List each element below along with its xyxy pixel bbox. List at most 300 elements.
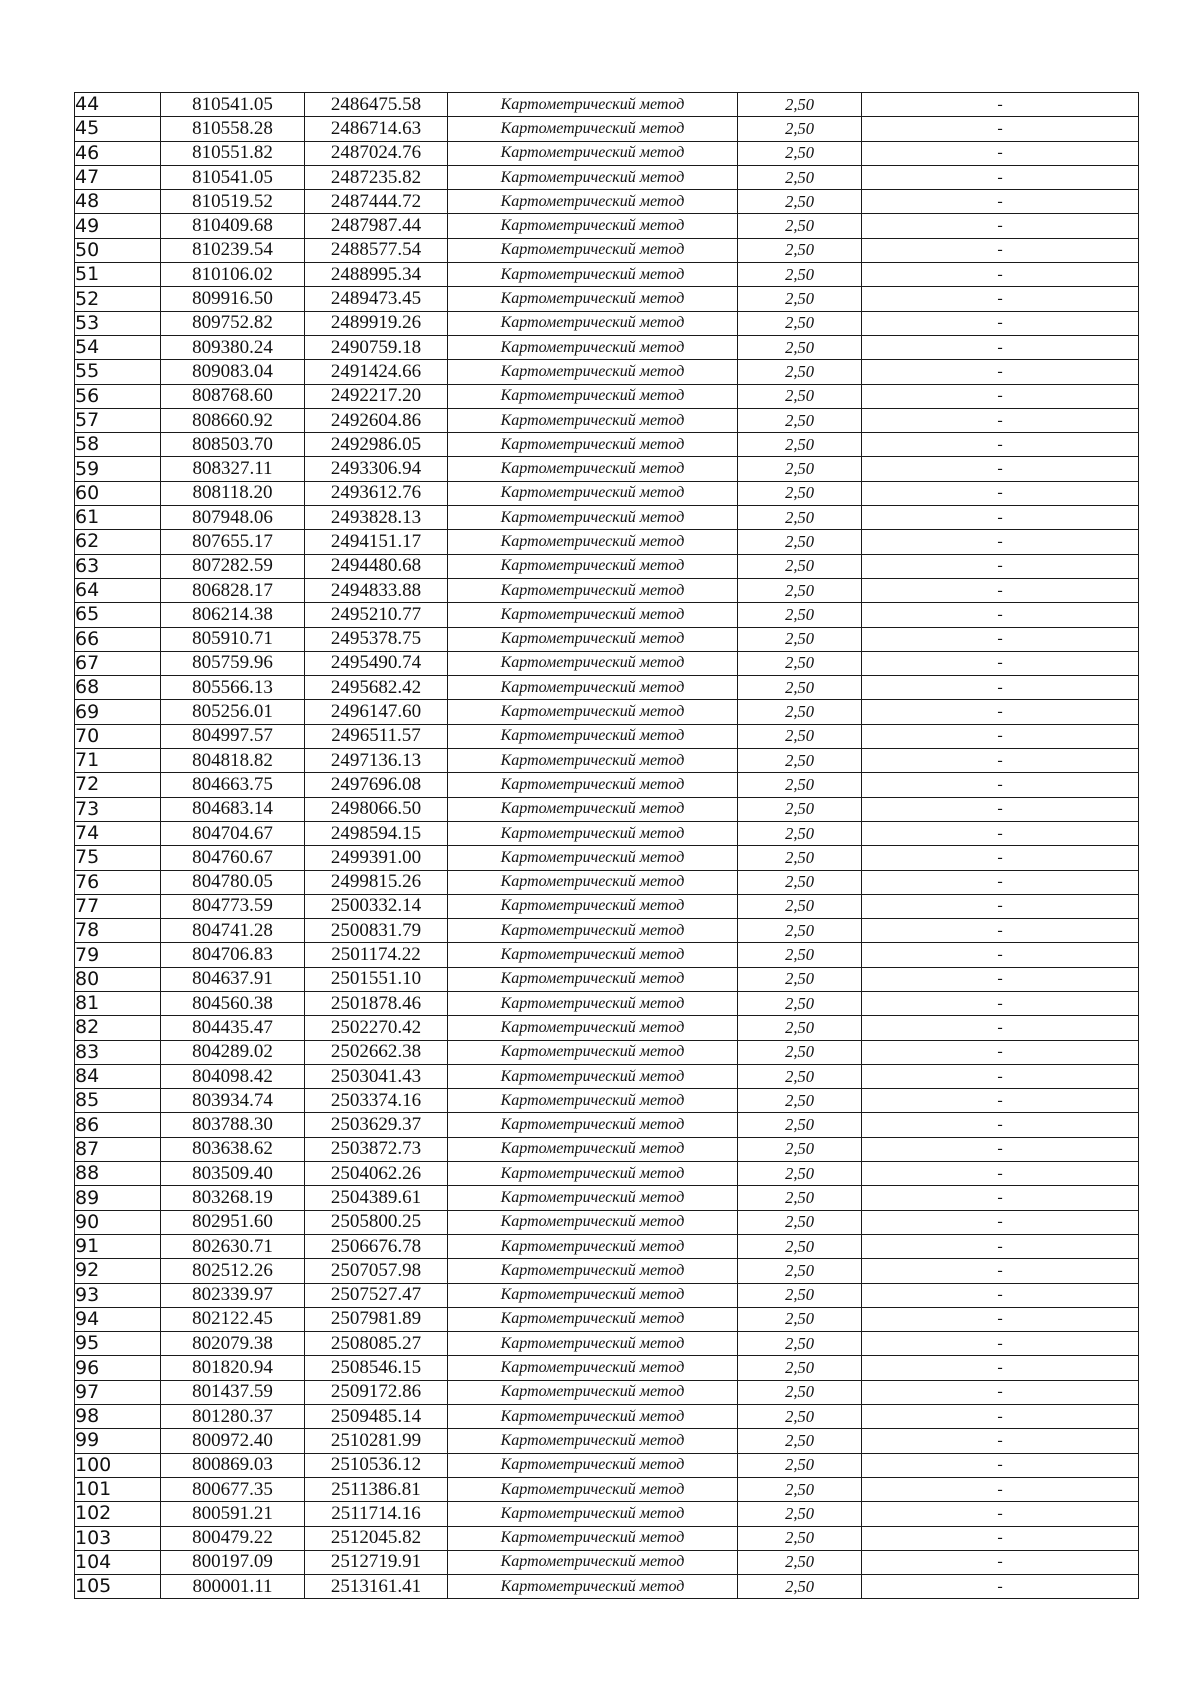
table-row: [75, 1186, 1139, 1210]
description-cell: -: [862, 263, 1139, 287]
y-coordinate-cell: 2503374.16: [305, 1089, 448, 1113]
table-row: [75, 190, 1139, 214]
description-cell: -: [862, 238, 1139, 262]
point-number-cell: 61: [75, 506, 161, 530]
method-cell: Картометрический метод: [448, 919, 738, 943]
y-coordinate-cell: 2511714.16: [305, 1502, 448, 1526]
method-cell: Картометрический метод: [448, 554, 738, 578]
method-cell: Картометрический метод: [448, 1016, 738, 1040]
x-coordinate-cell: 802079.38: [161, 1332, 305, 1356]
x-coordinate-cell: 804780.05: [161, 870, 305, 894]
x-coordinate-cell: 809752.82: [161, 311, 305, 335]
description-cell: -: [862, 1234, 1139, 1258]
error-cell: 2,50: [738, 1502, 862, 1526]
table-row: [75, 93, 1139, 117]
table-row: [75, 1113, 1139, 1137]
method-cell: Картометрический метод: [448, 311, 738, 335]
y-coordinate-cell: 2513161.41: [305, 1575, 448, 1599]
method-cell: Картометрический метод: [448, 1210, 738, 1234]
point-number-cell: 97: [75, 1380, 161, 1404]
y-coordinate-cell: 2497696.08: [305, 773, 448, 797]
x-coordinate-cell: 806214.38: [161, 603, 305, 627]
table-row: [75, 1283, 1139, 1307]
point-number-cell: 66: [75, 627, 161, 651]
y-coordinate-cell: 2506676.78: [305, 1234, 448, 1258]
table-row: [75, 457, 1139, 481]
error-cell: 2,50: [738, 1234, 862, 1258]
error-cell: 2,50: [738, 1137, 862, 1161]
point-number-cell: 68: [75, 676, 161, 700]
table-row: [75, 311, 1139, 335]
table-row: [75, 1259, 1139, 1283]
error-cell: 2,50: [738, 797, 862, 821]
description-cell: -: [862, 894, 1139, 918]
x-coordinate-cell: 804773.59: [161, 894, 305, 918]
point-number-cell: 93: [75, 1283, 161, 1307]
x-coordinate-cell: 810106.02: [161, 263, 305, 287]
method-cell: Картометрический метод: [448, 1550, 738, 1574]
point-number-cell: 73: [75, 797, 161, 821]
error-cell: 2,50: [738, 481, 862, 505]
table-row: [75, 1016, 1139, 1040]
y-coordinate-cell: 2499391.00: [305, 846, 448, 870]
x-coordinate-cell: 807948.06: [161, 506, 305, 530]
error-cell: 2,50: [738, 335, 862, 359]
error-cell: 2,50: [738, 408, 862, 432]
point-number-cell: 98: [75, 1405, 161, 1429]
y-coordinate-cell: 2507981.89: [305, 1307, 448, 1331]
x-coordinate-cell: 802951.60: [161, 1210, 305, 1234]
point-number-cell: 60: [75, 481, 161, 505]
point-number-cell: 56: [75, 384, 161, 408]
y-coordinate-cell: 2498594.15: [305, 821, 448, 845]
description-cell: -: [862, 554, 1139, 578]
method-cell: Картометрический метод: [448, 457, 738, 481]
table-row: [75, 1137, 1139, 1161]
method-cell: Картометрический метод: [448, 578, 738, 602]
method-cell: Картометрический метод: [448, 1234, 738, 1258]
point-number-cell: 54: [75, 335, 161, 359]
x-coordinate-cell: 800972.40: [161, 1429, 305, 1453]
x-coordinate-cell: 804637.91: [161, 967, 305, 991]
x-coordinate-cell: 807655.17: [161, 530, 305, 554]
point-number-cell: 100: [75, 1453, 161, 1477]
method-cell: Картометрический метод: [448, 676, 738, 700]
description-cell: -: [862, 1089, 1139, 1113]
description-cell: -: [862, 1307, 1139, 1331]
table-row: [75, 141, 1139, 165]
y-coordinate-cell: 2494151.17: [305, 530, 448, 554]
point-number-cell: 105: [75, 1575, 161, 1599]
point-number-cell: 87: [75, 1137, 161, 1161]
method-cell: Картометрический метод: [448, 1283, 738, 1307]
table-row: [75, 1380, 1139, 1404]
description-cell: -: [862, 165, 1139, 189]
x-coordinate-cell: 808768.60: [161, 384, 305, 408]
y-coordinate-cell: 2503041.43: [305, 1064, 448, 1088]
point-number-cell: 62: [75, 530, 161, 554]
point-number-cell: 51: [75, 263, 161, 287]
y-coordinate-cell: 2493306.94: [305, 457, 448, 481]
table-row: [75, 360, 1139, 384]
error-cell: 2,50: [738, 263, 862, 287]
description-cell: -: [862, 93, 1139, 117]
description-cell: -: [862, 943, 1139, 967]
description-cell: -: [862, 846, 1139, 870]
x-coordinate-cell: 808118.20: [161, 481, 305, 505]
table-row: [75, 238, 1139, 262]
method-cell: Картометрический метод: [448, 651, 738, 675]
table-row: [75, 724, 1139, 748]
x-coordinate-cell: 802630.71: [161, 1234, 305, 1258]
y-coordinate-cell: 2501551.10: [305, 967, 448, 991]
method-cell: Картометрический метод: [448, 700, 738, 724]
point-number-cell: 102: [75, 1502, 161, 1526]
method-cell: Картометрический метод: [448, 238, 738, 262]
error-cell: 2,50: [738, 749, 862, 773]
x-coordinate-cell: 804435.47: [161, 1016, 305, 1040]
error-cell: 2,50: [738, 93, 862, 117]
point-number-cell: 44: [75, 93, 161, 117]
y-coordinate-cell: 2512719.91: [305, 1550, 448, 1574]
point-number-cell: 84: [75, 1064, 161, 1088]
error-cell: 2,50: [738, 1186, 862, 1210]
description-cell: -: [862, 724, 1139, 748]
table-row: [75, 287, 1139, 311]
description-cell: -: [862, 651, 1139, 675]
description-cell: -: [862, 530, 1139, 554]
table-row: [75, 1453, 1139, 1477]
method-cell: Картометрический метод: [448, 165, 738, 189]
y-coordinate-cell: 2512045.82: [305, 1526, 448, 1550]
x-coordinate-cell: 804683.14: [161, 797, 305, 821]
table-row: [75, 506, 1139, 530]
description-cell: -: [862, 433, 1139, 457]
x-coordinate-cell: 810551.82: [161, 141, 305, 165]
point-number-cell: 67: [75, 651, 161, 675]
table-row: [75, 1405, 1139, 1429]
x-coordinate-cell: 801280.37: [161, 1405, 305, 1429]
table-row: [75, 846, 1139, 870]
y-coordinate-cell: 2494833.88: [305, 578, 448, 602]
x-coordinate-cell: 806828.17: [161, 578, 305, 602]
table-row: [75, 676, 1139, 700]
coordinates-table: [74, 92, 1139, 1599]
y-coordinate-cell: 2487444.72: [305, 190, 448, 214]
error-cell: 2,50: [738, 1550, 862, 1574]
description-cell: -: [862, 335, 1139, 359]
x-coordinate-cell: 804560.38: [161, 991, 305, 1015]
method-cell: Картометрический метод: [448, 627, 738, 651]
error-cell: 2,50: [738, 1575, 862, 1599]
y-coordinate-cell: 2492217.20: [305, 384, 448, 408]
y-coordinate-cell: 2496147.60: [305, 700, 448, 724]
method-cell: Картометрический метод: [448, 335, 738, 359]
error-cell: 2,50: [738, 1210, 862, 1234]
method-cell: Картометрический метод: [448, 967, 738, 991]
table-row: [75, 165, 1139, 189]
point-number-cell: 49: [75, 214, 161, 238]
method-cell: Картометрический метод: [448, 1356, 738, 1380]
error-cell: 2,50: [738, 724, 862, 748]
error-cell: 2,50: [738, 433, 862, 457]
point-number-cell: 85: [75, 1089, 161, 1113]
table-row: [75, 263, 1139, 287]
description-cell: -: [862, 1356, 1139, 1380]
table-row: [75, 919, 1139, 943]
method-cell: Картометрический метод: [448, 506, 738, 530]
error-cell: 2,50: [738, 1332, 862, 1356]
method-cell: Картометрический метод: [448, 530, 738, 554]
table-row: [75, 991, 1139, 1015]
table-row: [75, 117, 1139, 141]
method-cell: Картометрический метод: [448, 190, 738, 214]
point-number-cell: 88: [75, 1162, 161, 1186]
table-row: [75, 1162, 1139, 1186]
point-number-cell: 80: [75, 967, 161, 991]
error-cell: 2,50: [738, 821, 862, 845]
x-coordinate-cell: 804818.82: [161, 749, 305, 773]
table-row: [75, 749, 1139, 773]
point-number-cell: 82: [75, 1016, 161, 1040]
point-number-cell: 94: [75, 1307, 161, 1331]
y-coordinate-cell: 2500831.79: [305, 919, 448, 943]
description-cell: -: [862, 1137, 1139, 1161]
x-coordinate-cell: 810409.68: [161, 214, 305, 238]
method-cell: Картометрический метод: [448, 93, 738, 117]
point-number-cell: 92: [75, 1259, 161, 1283]
method-cell: Картометрический метод: [448, 360, 738, 384]
description-cell: -: [862, 214, 1139, 238]
table-row: [75, 1089, 1139, 1113]
point-number-cell: 78: [75, 919, 161, 943]
table-row: [75, 773, 1139, 797]
description-cell: -: [862, 408, 1139, 432]
error-cell: 2,50: [738, 287, 862, 311]
y-coordinate-cell: 2495682.42: [305, 676, 448, 700]
method-cell: Картометрический метод: [448, 943, 738, 967]
x-coordinate-cell: 804997.57: [161, 724, 305, 748]
point-number-cell: 47: [75, 165, 161, 189]
y-coordinate-cell: 2510281.99: [305, 1429, 448, 1453]
error-cell: 2,50: [738, 1429, 862, 1453]
x-coordinate-cell: 809916.50: [161, 287, 305, 311]
error-cell: 2,50: [738, 165, 862, 189]
method-cell: Картометрический метод: [448, 1089, 738, 1113]
method-cell: Картометрический метод: [448, 1453, 738, 1477]
x-coordinate-cell: 810558.28: [161, 117, 305, 141]
method-cell: Картометрический метод: [448, 481, 738, 505]
method-cell: Картометрический метод: [448, 263, 738, 287]
x-coordinate-cell: 802339.97: [161, 1283, 305, 1307]
y-coordinate-cell: 2500332.14: [305, 894, 448, 918]
y-coordinate-cell: 2489919.26: [305, 311, 448, 335]
method-cell: Картометрический метод: [448, 1186, 738, 1210]
y-coordinate-cell: 2504062.26: [305, 1162, 448, 1186]
description-cell: -: [862, 1453, 1139, 1477]
error-cell: 2,50: [738, 190, 862, 214]
y-coordinate-cell: 2493828.13: [305, 506, 448, 530]
table-row: [75, 1429, 1139, 1453]
point-number-cell: 75: [75, 846, 161, 870]
description-cell: -: [862, 1040, 1139, 1064]
x-coordinate-cell: 801437.59: [161, 1380, 305, 1404]
x-coordinate-cell: 802122.45: [161, 1307, 305, 1331]
y-coordinate-cell: 2508546.15: [305, 1356, 448, 1380]
x-coordinate-cell: 800869.03: [161, 1453, 305, 1477]
error-cell: 2,50: [738, 311, 862, 335]
error-cell: 2,50: [738, 846, 862, 870]
x-coordinate-cell: 804289.02: [161, 1040, 305, 1064]
method-cell: Картометрический метод: [448, 1380, 738, 1404]
description-cell: -: [862, 1210, 1139, 1234]
point-number-cell: 55: [75, 360, 161, 384]
description-cell: -: [862, 967, 1139, 991]
y-coordinate-cell: 2509172.86: [305, 1380, 448, 1404]
error-cell: 2,50: [738, 1453, 862, 1477]
description-cell: -: [862, 457, 1139, 481]
description-cell: -: [862, 603, 1139, 627]
x-coordinate-cell: 803934.74: [161, 1089, 305, 1113]
x-coordinate-cell: 810239.54: [161, 238, 305, 262]
x-coordinate-cell: 804741.28: [161, 919, 305, 943]
error-cell: 2,50: [738, 214, 862, 238]
point-number-cell: 90: [75, 1210, 161, 1234]
error-cell: 2,50: [738, 1307, 862, 1331]
x-coordinate-cell: 809083.04: [161, 360, 305, 384]
x-coordinate-cell: 805759.96: [161, 651, 305, 675]
y-coordinate-cell: 2502662.38: [305, 1040, 448, 1064]
x-coordinate-cell: 805566.13: [161, 676, 305, 700]
method-cell: Картометрический метод: [448, 773, 738, 797]
method-cell: Картометрический метод: [448, 1477, 738, 1501]
error-cell: 2,50: [738, 919, 862, 943]
point-number-cell: 53: [75, 311, 161, 335]
method-cell: Картометрический метод: [448, 433, 738, 457]
error-cell: 2,50: [738, 870, 862, 894]
description-cell: -: [862, 1429, 1139, 1453]
table-row: [75, 797, 1139, 821]
description-cell: -: [862, 1477, 1139, 1501]
x-coordinate-cell: 803638.62: [161, 1137, 305, 1161]
y-coordinate-cell: 2507527.47: [305, 1283, 448, 1307]
error-cell: 2,50: [738, 117, 862, 141]
table-row: [75, 433, 1139, 457]
error-cell: 2,50: [738, 894, 862, 918]
x-coordinate-cell: 804098.42: [161, 1064, 305, 1088]
description-cell: -: [862, 1016, 1139, 1040]
method-cell: Картометрический метод: [448, 117, 738, 141]
method-cell: Картометрический метод: [448, 1502, 738, 1526]
point-number-cell: 99: [75, 1429, 161, 1453]
error-cell: 2,50: [738, 1016, 862, 1040]
error-cell: 2,50: [738, 627, 862, 651]
error-cell: 2,50: [738, 554, 862, 578]
error-cell: 2,50: [738, 943, 862, 967]
method-cell: Картометрический метод: [448, 1259, 738, 1283]
table-row: [75, 1356, 1139, 1380]
method-cell: Картометрический метод: [448, 724, 738, 748]
method-cell: Картометрический метод: [448, 821, 738, 845]
y-coordinate-cell: 2487024.76: [305, 141, 448, 165]
x-coordinate-cell: 800677.35: [161, 1477, 305, 1501]
y-coordinate-cell: 2488577.54: [305, 238, 448, 262]
method-cell: Картометрический метод: [448, 408, 738, 432]
table-row: [75, 603, 1139, 627]
method-cell: Картометрический метод: [448, 749, 738, 773]
table-row: [75, 335, 1139, 359]
error-cell: 2,50: [738, 506, 862, 530]
point-number-cell: 63: [75, 554, 161, 578]
table-row: [75, 870, 1139, 894]
point-number-cell: 81: [75, 991, 161, 1015]
y-coordinate-cell: 2499815.26: [305, 870, 448, 894]
x-coordinate-cell: 801820.94: [161, 1356, 305, 1380]
method-cell: Картометрический метод: [448, 894, 738, 918]
method-cell: Картометрический метод: [448, 1405, 738, 1429]
point-number-cell: 104: [75, 1550, 161, 1574]
point-number-cell: 48: [75, 190, 161, 214]
point-number-cell: 57: [75, 408, 161, 432]
description-cell: -: [862, 700, 1139, 724]
x-coordinate-cell: 800591.21: [161, 1502, 305, 1526]
method-cell: Картометрический метод: [448, 141, 738, 165]
table-row: [75, 1064, 1139, 1088]
x-coordinate-cell: 809380.24: [161, 335, 305, 359]
y-coordinate-cell: 2507057.98: [305, 1259, 448, 1283]
method-cell: Картометрический метод: [448, 1575, 738, 1599]
description-cell: -: [862, 991, 1139, 1015]
table-row: [75, 627, 1139, 651]
y-coordinate-cell: 2495210.77: [305, 603, 448, 627]
x-coordinate-cell: 800197.09: [161, 1550, 305, 1574]
y-coordinate-cell: 2508085.27: [305, 1332, 448, 1356]
description-cell: -: [862, 1502, 1139, 1526]
x-coordinate-cell: 810541.05: [161, 93, 305, 117]
method-cell: Картометрический метод: [448, 1332, 738, 1356]
error-cell: 2,50: [738, 1089, 862, 1113]
point-number-cell: 89: [75, 1186, 161, 1210]
x-coordinate-cell: 810519.52: [161, 190, 305, 214]
table-row: [75, 1477, 1139, 1501]
y-coordinate-cell: 2487235.82: [305, 165, 448, 189]
y-coordinate-cell: 2498066.50: [305, 797, 448, 821]
y-coordinate-cell: 2490759.18: [305, 335, 448, 359]
point-number-cell: 71: [75, 749, 161, 773]
description-cell: -: [862, 1380, 1139, 1404]
method-cell: Картометрический метод: [448, 870, 738, 894]
y-coordinate-cell: 2501174.22: [305, 943, 448, 967]
description-cell: -: [862, 578, 1139, 602]
error-cell: 2,50: [738, 1040, 862, 1064]
description-cell: -: [862, 1259, 1139, 1283]
table-row: [75, 481, 1139, 505]
description-cell: -: [862, 627, 1139, 651]
description-cell: -: [862, 1162, 1139, 1186]
description-cell: -: [862, 1332, 1139, 1356]
table-body: [75, 93, 1139, 1599]
method-cell: Картометрический метод: [448, 1064, 738, 1088]
error-cell: 2,50: [738, 578, 862, 602]
point-number-cell: 95: [75, 1332, 161, 1356]
table-row: [75, 408, 1139, 432]
method-cell: Картометрический метод: [448, 797, 738, 821]
error-cell: 2,50: [738, 457, 862, 481]
table-row: [75, 894, 1139, 918]
error-cell: 2,50: [738, 384, 862, 408]
description-cell: -: [862, 1550, 1139, 1574]
description-cell: -: [862, 311, 1139, 335]
